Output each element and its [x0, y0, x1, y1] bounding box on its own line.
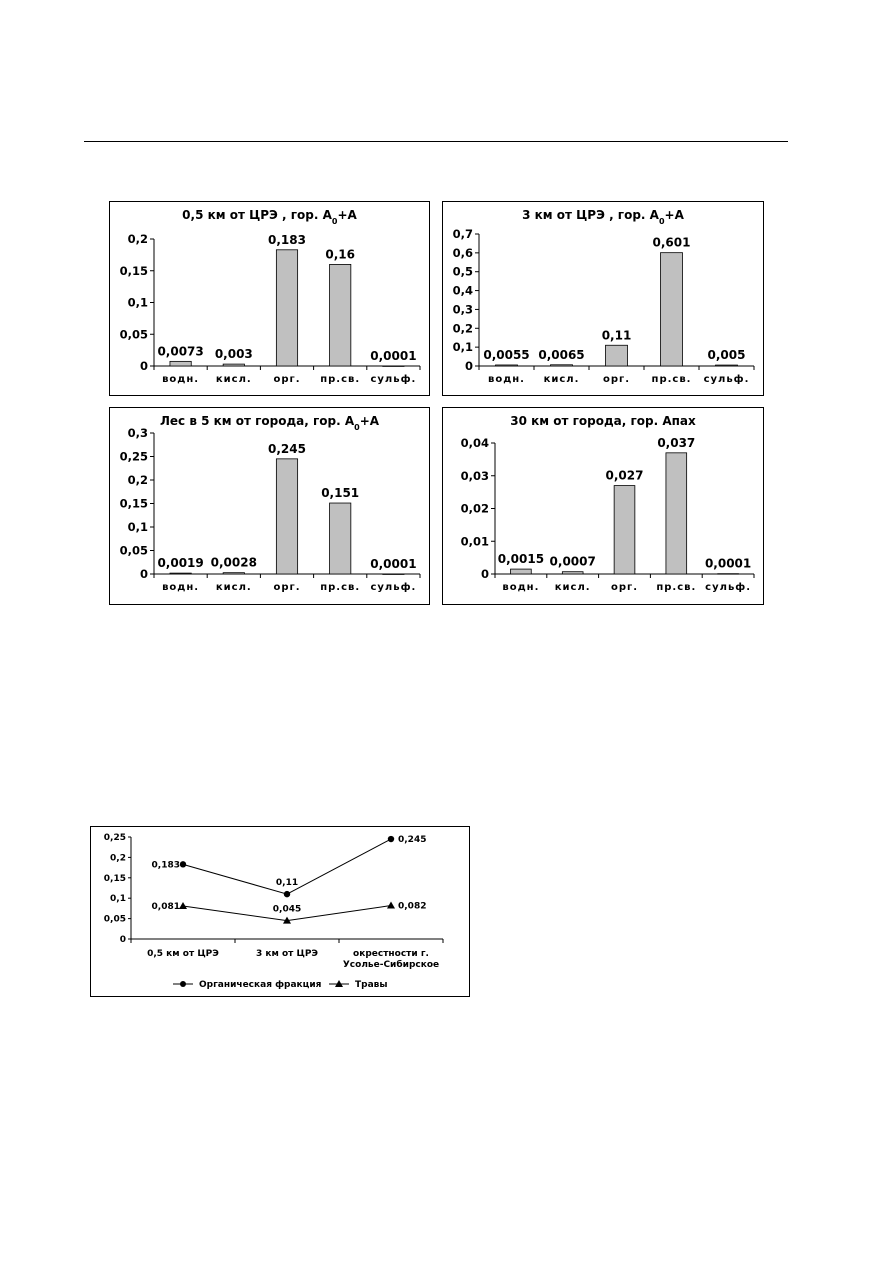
y-tick-label: 0,03 — [460, 468, 489, 483]
y-tick-label: 0 — [464, 359, 473, 373]
x-category-label: кисл. — [554, 582, 591, 593]
data-label: 0,245 — [268, 441, 306, 456]
data-label: 0,151 — [321, 486, 360, 501]
data-label: 0,0073 — [157, 344, 204, 359]
data-label: 0,082 — [398, 901, 427, 912]
y-tick-label: 0,15 — [119, 263, 148, 278]
y-tick-label: 0,6 — [452, 245, 473, 260]
data-label: 0,0001 — [370, 556, 417, 571]
chart-title-sub: 0 — [354, 422, 360, 432]
x-category-label: орг. — [610, 582, 639, 593]
y-tick-label: 0,25 — [103, 833, 126, 843]
y-tick-label: 0,05 — [119, 543, 148, 558]
chart-title-sub: 0 — [331, 216, 338, 226]
bar-4 — [383, 366, 404, 367]
bar-chart-svg — [110, 202, 429, 395]
chart-title-main: 3 км от ЦРЭ , гор. A — [522, 208, 659, 222]
x-category-label: кисл. — [215, 374, 252, 385]
bar-chart-30km — [442, 407, 764, 605]
y-tick-label: 0 — [139, 359, 148, 373]
data-label: 0,003 — [214, 347, 253, 362]
data-label: 0,245 — [398, 835, 427, 846]
bar-4 — [716, 365, 738, 366]
chart-title — [182, 208, 357, 226]
y-tick-label: 0,1 — [452, 340, 473, 355]
data-label: 0,081 — [151, 901, 180, 912]
bar-3 — [330, 264, 351, 366]
y-tick-label: 0,15 — [119, 496, 148, 511]
bar-0 — [496, 365, 518, 366]
bar-0 — [170, 361, 191, 366]
x-category-label: водн. — [162, 582, 200, 593]
y-tick-label: 0,25 — [119, 449, 148, 464]
bar-4 — [383, 574, 404, 575]
x-category-label: пр.св. — [320, 374, 361, 385]
bar-chart-3km — [442, 201, 764, 396]
data-label: 0,0055 — [483, 347, 530, 362]
x-category-label: кисл. — [543, 374, 580, 385]
x-category-label: 0,5 км от ЦРЭ — [147, 949, 219, 959]
x-category-label: Усолье-Сибирское — [342, 960, 440, 970]
y-tick-label: 0 — [119, 935, 126, 945]
x-category-label: сульф. — [370, 374, 417, 385]
bar-2 — [276, 459, 297, 574]
y-tick-label: 0,15 — [103, 873, 126, 884]
x-category-label: кисл. — [215, 582, 252, 593]
bar-2 — [606, 345, 628, 366]
data-label: 0,0065 — [538, 347, 585, 362]
line-chart-svg — [91, 827, 469, 996]
x-category-label: сульф. — [705, 582, 752, 593]
data-label: 0,601 — [652, 235, 691, 250]
x-category-label: пр.св. — [651, 374, 692, 385]
y-tick-label: 0,04 — [460, 436, 489, 450]
x-category-label: орг. — [602, 374, 631, 385]
data-label: 0,0001 — [704, 556, 752, 571]
chart-title-main: Лес в 5 км от города, гор. A — [159, 414, 355, 428]
y-tick-label: 0,2 — [452, 321, 473, 336]
y-tick-label: 0,3 — [452, 302, 473, 317]
y-tick-label: 0,2 — [127, 473, 148, 487]
y-tick-label: 0 — [139, 567, 148, 581]
legend-label: Травы — [355, 980, 388, 990]
y-tick-label: 0,02 — [460, 501, 489, 516]
series-point — [179, 902, 187, 909]
y-tick-label: 0,7 — [452, 227, 473, 241]
y-tick-label: 0,4 — [452, 283, 473, 298]
series-point — [387, 902, 395, 909]
data-label: 0,045 — [272, 904, 302, 915]
data-label: 0,0028 — [210, 555, 257, 570]
data-label: 0,11 — [601, 328, 632, 343]
y-tick-label: 0,2 — [127, 232, 148, 246]
bar-1 — [551, 365, 573, 366]
chart-title-end: +A — [337, 208, 357, 222]
chart-title — [160, 414, 380, 432]
chart-title-main: 0,5 км от ЦРЭ , гор. A — [182, 208, 332, 222]
x-category-label: окрестности г. — [353, 949, 429, 959]
bar-3 — [330, 503, 351, 574]
data-label: 0,0019 — [157, 556, 204, 571]
y-tick-label: 0,1 — [110, 894, 126, 905]
chart-title-end: +A — [664, 208, 684, 222]
x-category-label: пр.св. — [656, 582, 697, 593]
y-tick-label: 0 — [480, 567, 489, 581]
legend-marker — [180, 981, 186, 987]
data-label: 0,005 — [707, 348, 746, 363]
data-label: 0,183 — [268, 232, 306, 247]
chart-title-end: +A — [359, 414, 380, 428]
y-tick-label: 0,05 — [103, 914, 126, 925]
data-label: 0,183 — [151, 860, 180, 871]
bar-1 — [562, 572, 583, 574]
y-tick-label: 0,01 — [460, 534, 489, 549]
data-label: 0,027 — [605, 468, 644, 483]
y-tick-label: 0,3 — [127, 426, 148, 440]
chart-title — [522, 208, 684, 226]
chart-title-main: 30 км от города, гор. Aпах — [510, 414, 696, 428]
bar-3 — [661, 253, 683, 366]
bar-2 — [614, 486, 635, 574]
x-category-label: орг. — [273, 582, 301, 593]
data-label: 0,16 — [325, 247, 356, 262]
bar-0 — [170, 573, 191, 574]
y-tick-label: 0,1 — [127, 520, 148, 534]
y-tick-label: 0,5 — [452, 264, 473, 279]
bar-3 — [666, 453, 687, 574]
x-category-label: водн. — [488, 374, 525, 385]
bar-chart-svg — [443, 202, 763, 395]
data-label: 0,0015 — [497, 552, 545, 567]
y-tick-label: 0,05 — [119, 327, 148, 342]
data-label: 0,0007 — [549, 554, 596, 569]
x-category-label: пр.св. — [320, 582, 361, 593]
y-tick-label: 0,2 — [110, 853, 126, 864]
bar-4 — [718, 574, 739, 575]
x-category-label: сульф. — [703, 374, 750, 385]
x-category-label: водн. — [162, 374, 200, 385]
x-category-label: водн. — [502, 582, 540, 593]
chart-title-sub: 0 — [658, 216, 665, 226]
series-point — [180, 861, 186, 867]
bar-2 — [276, 250, 297, 366]
data-label: 0,037 — [657, 435, 696, 450]
legend-label: Органическая фракция — [199, 980, 322, 990]
bar-1 — [223, 573, 244, 574]
y-tick-label: 0,1 — [127, 295, 148, 310]
series-point — [388, 836, 394, 842]
data-label: 0,11 — [275, 878, 299, 889]
x-category-label: орг. — [273, 374, 301, 385]
data-label: 0,0001 — [370, 348, 417, 363]
series-point — [284, 891, 290, 897]
bar-chart-svg — [110, 408, 429, 604]
bar-0 — [511, 569, 532, 574]
bar-chart-svg — [443, 408, 763, 604]
x-category-label: 3 км от ЦРЭ — [255, 949, 319, 959]
header-rule — [84, 141, 788, 142]
bar-chart-forest-5km — [109, 407, 430, 605]
line-chart-comparison — [90, 826, 470, 997]
bar-chart-0-5km — [109, 201, 430, 396]
x-category-label: сульф. — [370, 582, 417, 593]
bar-1 — [223, 364, 244, 366]
chart-title — [510, 414, 696, 428]
